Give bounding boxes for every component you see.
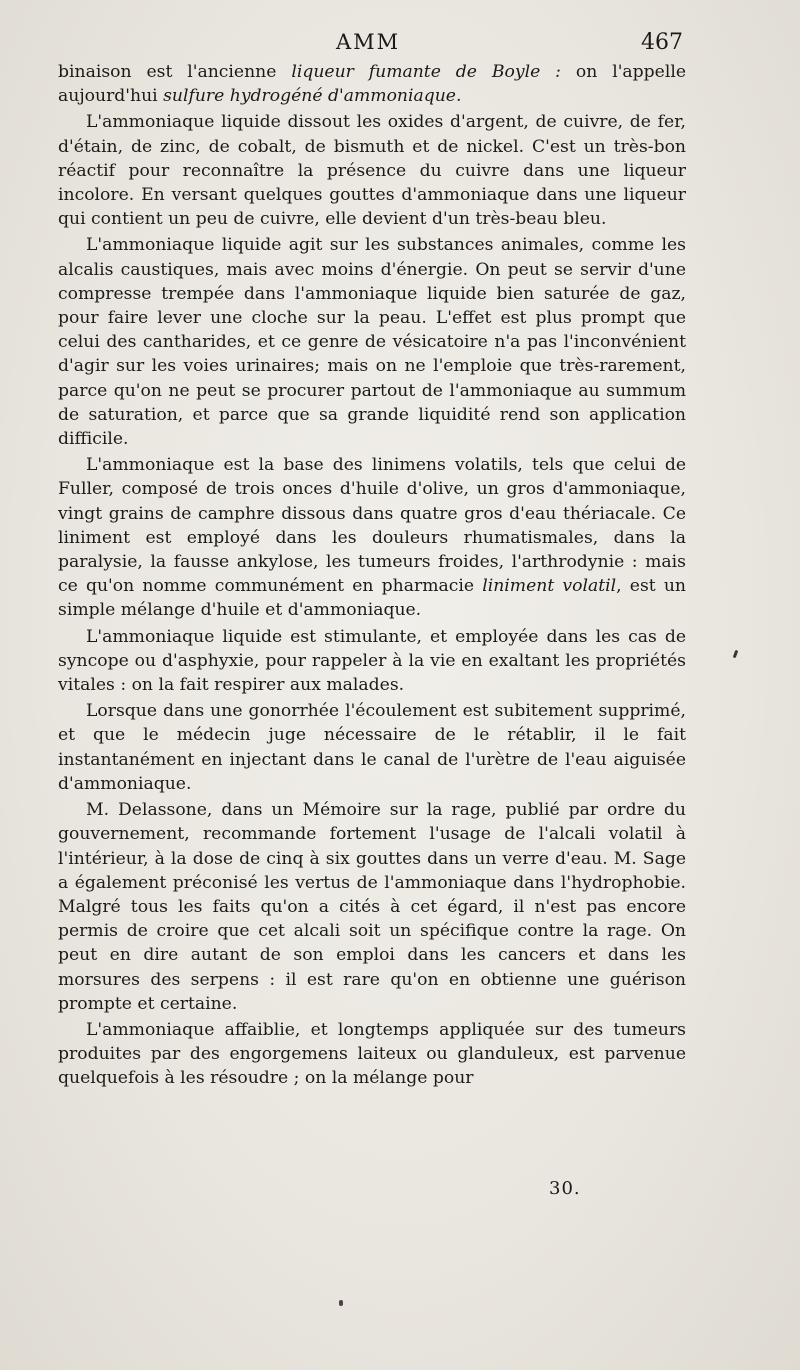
text-run: L'ammoniaque est la base des linimens volatils, tels que celui de Fuller, composé de trois onces d'huile d'olive, un gros d'ammoniaque, vingt grains de camphre dissous dans quatre gros d'eau thériacale. Ce liniment est employé dans les douleurs rhumatismales, dans la paralysie, la fausse ankylose, les tumeurs froides, l'arthrodynie : mais ce qu'on nomme communément en pharmacie (58, 455, 686, 597)
italic-text: liniment volatil (482, 576, 617, 597)
ink-speck (733, 650, 739, 659)
italic-text: sulfure hydrogéné d'ammoniaque. (163, 86, 462, 107)
text-run: on l'appelle aujourd'hui (58, 62, 687, 107)
paragraph (58, 60, 686, 108)
text-run: L'ammoniaque affaiblie, et longtemps appliquée sur des tumeurs produites par des engorgemens laiteux ou glanduleux, est parvenue quelquefois à les résoudre ; on la mélange pour (58, 1019, 686, 1089)
italic-text: liqueur fumante de Boyle : (291, 62, 561, 82)
running-head (0, 30, 800, 58)
text-run: , est un simple mélange d'huile et d'ammoniaque. (58, 576, 686, 621)
paragraph (58, 798, 686, 1016)
paragraph (58, 1018, 686, 1091)
text-run: binaison est l'ancienne (58, 62, 292, 82)
paragraph (58, 625, 686, 698)
text-run: L'ammoniaque liquide agit sur les substances animales, comme les alcalis caustiques, mais avec moins d'énergie. On peut se servir d'une compresse trempée dans l'ammoniaque liquide bien saturée de gaz, pour faire lever une cloche sur la peau. L'effet est plus prompt que celui des cantharides, et ce genre de vésicatoire n'a pas l'inconvénient d'agir sur les voies urinaires; mais on ne l'emploie que très-rarement, parce qu'on ne peut se procurer partout de l'ammoniaque au summum de saturation, et parce que sa grande liquidité rend son application difficile. (58, 235, 686, 450)
running-title: AMM (336, 30, 401, 54)
text-run: M. Delassone, dans un Mémoire sur la rage, publié par ordre du gouvernement, recommande fortement l'usage de l'alcali volatil à l'intérieur, à la dose de cinq à six gouttes dans un verre d'eau. M. Sage a également préconisé les vertus de l'ammoniaque dans l'hydrophobie. Malgré tous les faits qu'on a cités à cet égard, il n'est pas encore permis de croire que cet alcali soit un spécifique contre la rage. On peut en dire autant de son emploi dans les cancers et dans les morsures des serpens : il est rare qu'on en obtienne une guérison prompte et certaine. (58, 800, 686, 1014)
text-run: L'ammoniaque liquide est stimulante, et employée dans les cas de syncope ou d'asphyxie, pour rappeler à la vie en exaltant les propriétés vitales : on la fait respirer aux malades. (58, 626, 686, 696)
text-run: L'ammoniaque liquide dissout les oxides d'argent, de cuivre, de fer, d'étain, de zinc, de cobalt, de bismuth et de nickel. C'est un très-bon réactif pour reconnaître la présence du cuivre dans une liqueur incolore. En versant quelques gouttes d'ammoniaque dans une liqueur qui contient un peu de cuivre, elle devient d'un très-beau bleu. (58, 112, 686, 230)
text-run: Lorsque dans une gonorrhée l'écoulement est subitement supprimé, et que le médecin juge nécessaire de le rétablir, il le fait instantanément en injectant dans le canal de l'urètre de l'eau aiguisée d'ammoniaque. (58, 701, 686, 794)
page-number: 467 (641, 30, 683, 55)
paragraph (58, 699, 686, 796)
body-text (58, 60, 686, 1091)
paragraph (58, 453, 686, 622)
signature-mark: 30. (549, 1178, 581, 1199)
ink-speck (339, 1300, 343, 1306)
paragraph (58, 233, 686, 451)
paragraph (58, 110, 686, 231)
